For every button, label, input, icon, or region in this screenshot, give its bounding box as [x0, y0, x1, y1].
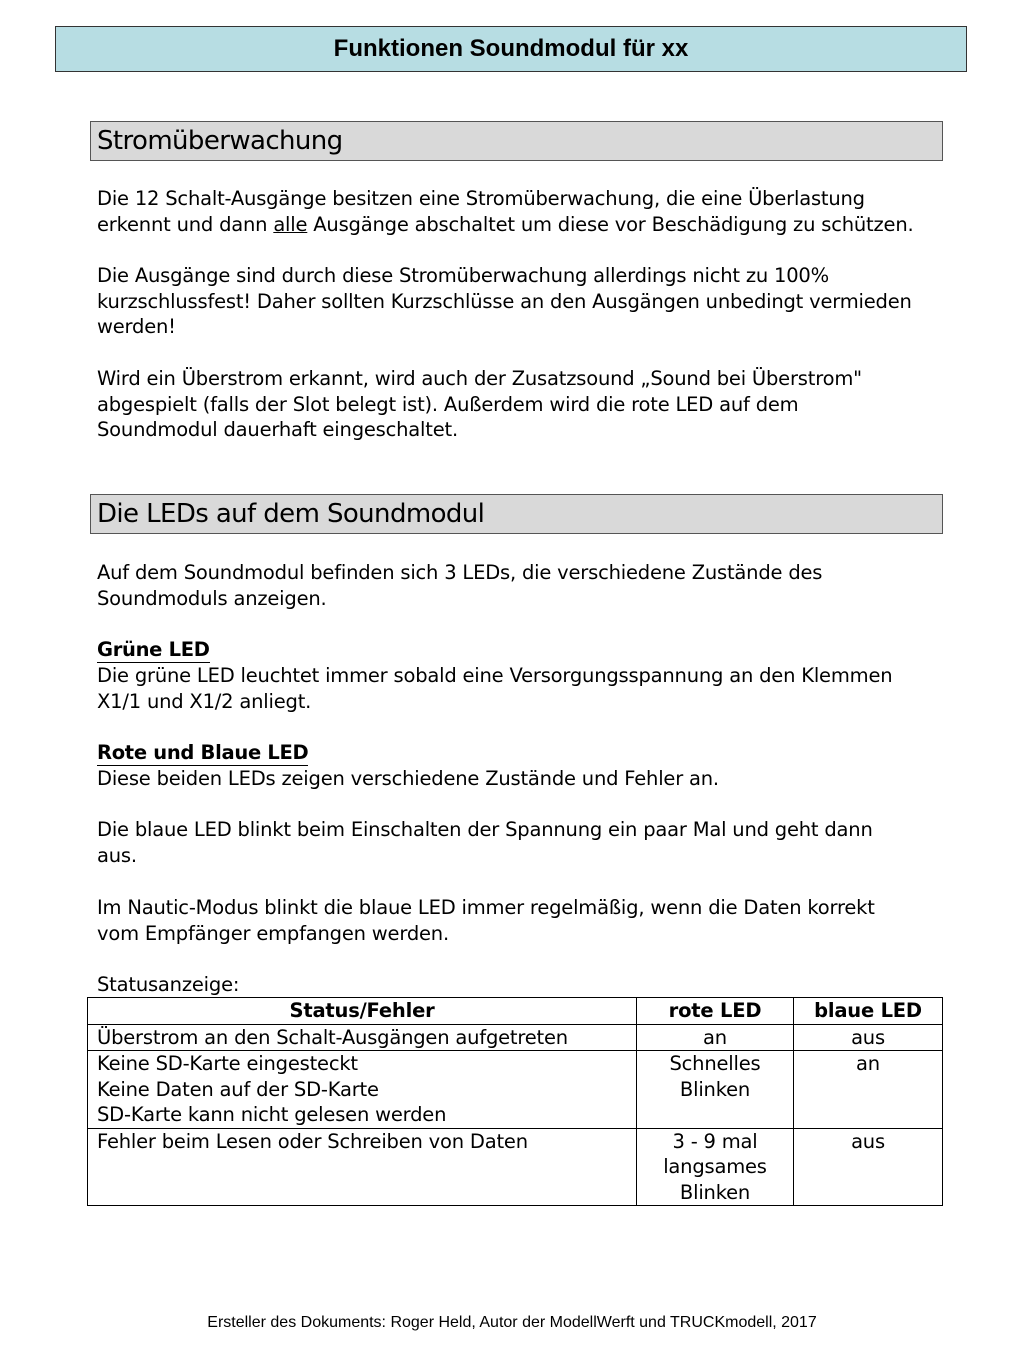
- table-row: [88, 1128, 943, 1206]
- paragraph-red-blue-led: Diese beiden LEDs zeigen verschiedene Zustände und Fehler an.: [97, 767, 719, 790]
- blue-led-cell-line: aus: [851, 1129, 885, 1153]
- blue-led-cell: [794, 1024, 943, 1051]
- paragraph-leds-intro: Auf dem Soundmodul befinden sich 3 LEDs, die verschiedene Zustände des Soundmoduls anzeigen.: [97, 561, 823, 610]
- table-row: [88, 1024, 943, 1051]
- status-label: Statusanzeige:: [97, 973, 240, 996]
- status-cell-line: Keine Daten auf der SD-Karte: [97, 1077, 379, 1101]
- subheading-green-led: Grüne LED: [97, 638, 210, 661]
- blue-led-cell: [794, 1128, 943, 1206]
- red-led-cell: [637, 1128, 794, 1206]
- header-status: Status/Fehler: [88, 998, 637, 1025]
- status-table: [87, 997, 943, 1206]
- status-cell: [88, 1051, 637, 1129]
- red-led-cell: [637, 1024, 794, 1051]
- header-red-led: rote LED: [637, 998, 794, 1025]
- footer-author: Ersteller des Dokuments: Roger Held, Autor der ModellWerft und TRUCKmodell, 2017: [207, 1314, 817, 1331]
- red-led-cell-line: Blinken: [679, 1077, 751, 1101]
- status-cell-line: SD-Karte kann nicht gelesen werden: [97, 1103, 447, 1126]
- header-blue-led: blaue LED: [794, 998, 943, 1025]
- paragraph-blue-led-startup: Die blaue LED blinkt beim Einschalten der Spannung ein paar Mal und geht dann aus.: [97, 818, 873, 867]
- paragraph-nautic-mode: Im Nautic-Modus blinkt die blaue LED immer regelmäßig, wenn die Daten korrekt vom Empfänger empfangen werden.: [97, 896, 875, 945]
- red-led-cell: [637, 1051, 794, 1129]
- paragraph-short-circuit: Die Ausgänge sind durch diese Stromüberwachung allerdings nicht zu 100% kurzschlussfest! Daher sollten Kurzschlüsse an den Ausgängen unbedingt vermieden werden!: [97, 264, 912, 338]
- status-cell: [88, 1128, 637, 1206]
- red-led-cell-line: langsames: [663, 1155, 767, 1178]
- paragraph-overload: Die 12 Schalt-Ausgänge besitzen eine Stromüberwachung, die eine Überlastung erkennt und dann alle Ausgänge abschaltet um diese vor Beschädigung zu schützen.: [97, 187, 914, 236]
- blue-led-cell: [794, 1051, 943, 1129]
- status-cell-line: Keine SD-Karte eingesteckt: [97, 1052, 358, 1075]
- red-led-cell-line: 3 - 9 mal: [672, 1129, 758, 1153]
- status-table-header-row: [88, 998, 943, 1025]
- status-cell-line: Fehler beim Lesen oder Schreiben von Daten: [97, 1129, 528, 1153]
- red-led-cell-line: Schnelles: [669, 1052, 761, 1075]
- table-row: [88, 1051, 943, 1129]
- section-heading-stromueberwachung: Stromüberwachung: [90, 121, 943, 161]
- status-cell: [88, 1024, 637, 1051]
- subheading-red-blue-led: Rote und Blaue LED: [97, 741, 309, 764]
- blue-led-cell-line: an: [856, 1052, 880, 1075]
- paragraph-overcurrent-sound: Wird ein Überstrom erkannt, wird auch der Zusatzsound „Sound bei Überstrom" abgespielt (falls der Slot belegt ist). Außerdem wird die rote LED auf dem Soundmodul dauerhaft eingeschaltet.: [97, 367, 862, 441]
- status-cell-line: Überstrom an den Schalt-Ausgängen aufgetreten: [97, 1025, 568, 1049]
- page-title: Funktionen Soundmodul für xx: [55, 26, 967, 72]
- section-heading-leds: Die LEDs auf dem Soundmodul: [90, 494, 943, 534]
- underlined-word: alle: [273, 212, 308, 236]
- blue-led-cell-line: aus: [851, 1025, 885, 1049]
- paragraph-green-led: Die grüne LED leuchtet immer sobald eine Versorgungsspannung an den Klemmen X1/1 und X1/2 anliegt.: [97, 664, 893, 713]
- red-led-cell-line: an: [703, 1025, 727, 1049]
- red-led-cell-line: Blinken: [679, 1180, 751, 1204]
